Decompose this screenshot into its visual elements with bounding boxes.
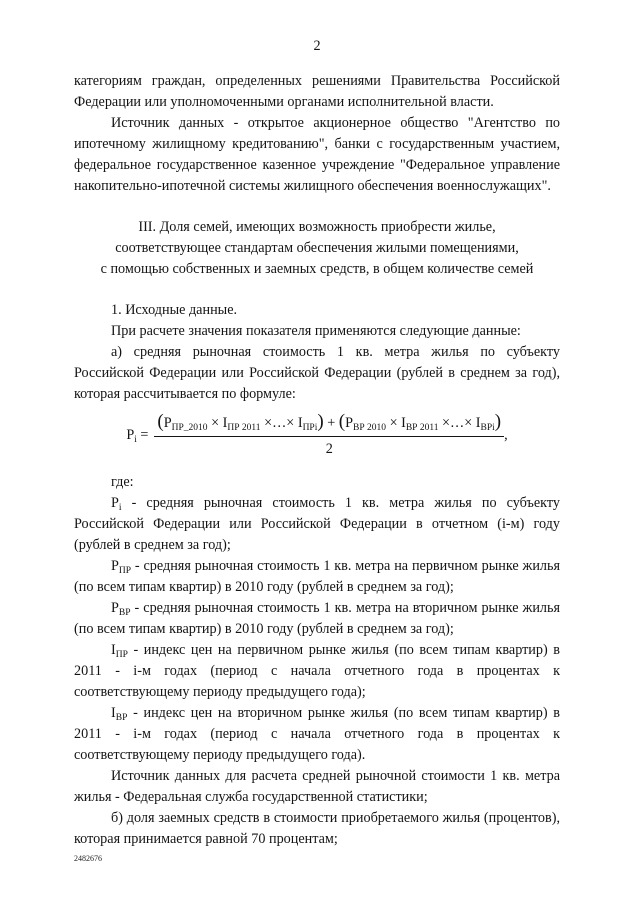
item-a: а) средняя рыночная стоимость 1 кв. метра жилья по субъекту Российской Федерации или Российской Федерации (рублей в среднем за год), которая рассчитывается по формуле: (74, 344, 560, 402)
formula-fraction (154, 411, 504, 460)
section-heading-line-3: с помощью собственных и заемных средств, в общем количестве семей (100, 261, 534, 277)
section-heading (74, 217, 560, 280)
document-code: 2482676 (74, 854, 102, 863)
definition-pi: $P_i$ - средняя рыночная стоимость 1 кв. метра жилья по субъекту Российской Федерации или Российской Федерации в отчетном (i-м) году (рублей в среднем за год); (74, 495, 560, 553)
page-number: 2 (313, 38, 321, 54)
intro-paragraph-2: Источник данных - открытое акционерное общество "Агентство по ипотечному жилищному кредитованию", банки с государственным участием, федеральное государственное казенное учреждение "Федеральное управление накопительно-ипотечной системы жилищного обеспечения военнослужащих". (74, 115, 560, 194)
section-subheading: 1. Исходные данные. (111, 302, 238, 318)
document-page (74, 36, 560, 850)
definition-pvr: $P_{ВР}$ - средняя рыночная стоимость 1 кв. метра на вторичном рынке жилья (по всем типам квартир) в 2010 году (рублей в среднем за год); (74, 600, 560, 637)
data-source: Источник данных для расчета средней рыночной стоимости 1 кв. метра жилья - Федеральная служба государственной статистики; (74, 768, 560, 805)
formula-numerator: ($P_{ПР\_2010} \times I_{ПР 2011}$ ×…× $I_{ПРi}) + (P_{ВР 2010} \times I_{ВР 2011}$ ×…× $I_{ВРi}$) (154, 411, 504, 437)
item-b: б) доля заемных средств в стоимости приобретаемого жилья (процентов), которая принимается равной 70 процентам; (74, 810, 560, 847)
definition-ppr: $P_{ПР}$ - средняя рыночная стоимость 1 кв. метра на первичном рынке жилья (по всем типам квартир) в 2010 году (рублей в среднем за год); (74, 558, 560, 595)
section-heading-line-2: соответствующее стандартам обеспечения жилыми помещениями, (115, 240, 519, 256)
formula-denominator: 2 (325, 441, 333, 457)
intro-paragraph-1: категориям граждан, определенных решениями Правительства Российской Федерации или уполномоченными органами исполнительной власти. (74, 73, 560, 110)
definitions-where: где: (111, 474, 134, 490)
section-lead: При расчете значения показателя применяются следующие данные: (111, 323, 521, 339)
formula-lhs: $P_i$ = (126, 427, 149, 445)
price-formula (74, 411, 560, 460)
definition-ipr: $I_{ПР}$ - индекс цен на первичном рынке жилья (по всем типам квартир) в 2011 - i-м годах (период с начала отчетного года в процентах к соответствующему периоду предыдущего года); (74, 642, 560, 700)
definition-ivr: $I_{ВР}$ - индекс цен на вторичном рынке жилья (по всем типам квартир) в 2011 - i-м годах (период с начала отчетного года в процентах к соответствующему периоду предыдущего года). (74, 705, 560, 763)
formula-comma: , (504, 427, 508, 443)
section-heading-line-1: III. Доля семей, имеющих возможность приобрести жилье, (138, 219, 496, 235)
